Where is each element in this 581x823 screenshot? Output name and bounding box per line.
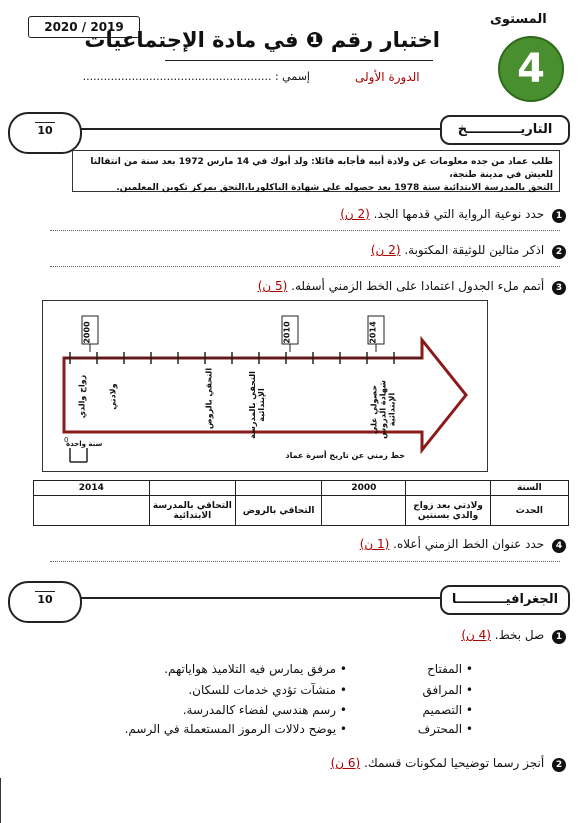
geography-score-box (8, 581, 82, 623)
history-source-text (72, 150, 560, 192)
table-cell[interactable]: التحاقي بالمدرسة الابتدائية (149, 496, 235, 526)
year-2010: 2010 (282, 321, 292, 344)
geography-section-label: الجغرافيـــــــــــا (440, 585, 570, 615)
events-table (33, 480, 569, 526)
table-cell[interactable] (34, 496, 150, 526)
drawing-area[interactable] (0, 778, 581, 823)
q1-text: حدد نوعية الرواية التي قدمها الجد. (373, 207, 545, 221)
geo-q1-points: (4 ن) (461, 628, 491, 642)
event-header: الحدث (490, 496, 568, 526)
term-label: المفتاح (427, 662, 463, 676)
table-cell[interactable] (322, 496, 406, 526)
geography-q2 (331, 756, 566, 772)
table-row (34, 481, 569, 496)
q2-points: (2 ن) (370, 243, 401, 257)
q1-points: (2 ن) (340, 207, 370, 221)
event-certificate: حصولي على شهادة الدروس الإبتدائية (369, 380, 397, 439)
q3-text: أتمم ملء الجدول اعتمادا على الخط الزمني أسفله. (291, 279, 545, 293)
event-primary-school: التحقي بالمدرسة الإبتدائية (248, 371, 266, 439)
year-2000: 2000 (82, 321, 92, 344)
scale-zero: 0 (64, 436, 69, 444)
term-facilities[interactable]: • المرافق (422, 683, 473, 697)
year-2014: 2014 (368, 321, 378, 344)
source-line-2: التحق بالمدرسة الابتدائية سنة 1978 بعد حصوله على شهادة الباكلوريا،التحق بمركز تكوين المعلمين. (116, 183, 553, 193)
history-q2 (371, 243, 566, 259)
year-header: السنة (490, 481, 568, 496)
term-key[interactable]: • المفتاح (427, 662, 473, 676)
q1-number-icon: 1 (552, 209, 566, 223)
table-cell[interactable]: 2000 (322, 481, 406, 496)
table-cell[interactable] (406, 481, 490, 496)
geo-q2-number-icon: 2 (552, 758, 566, 772)
answer-line[interactable] (50, 266, 560, 267)
q4-points: (1 ن) (359, 537, 390, 551)
geography-score: 10 (35, 591, 55, 606)
school-year: 2020 / 2019 (28, 16, 140, 38)
geo-q2-text: أنجز رسما توضيحيا لمكونات قسمك. (364, 756, 545, 770)
q2-text: اذكر مثالين للوثيقة المكتوبة. (404, 243, 545, 257)
exam-title: اختبار رقم ❶ في مادة الإجتماعيات (84, 28, 440, 52)
q3-number-icon: 3 (552, 281, 566, 295)
history-q3 (258, 279, 566, 295)
table-row (34, 496, 569, 526)
history-rule (40, 128, 440, 130)
geography-q1 (461, 628, 566, 644)
table-cell[interactable]: ولادتي بعد زواج والدي بسنتين (406, 496, 490, 526)
event-kindergarten: التحقي بالروض (204, 367, 214, 430)
geography-rule (40, 597, 440, 599)
level-label: المستوى (490, 12, 547, 27)
definition-4[interactable]: • يوضح دلالات الرموز المستعملة في الرسم. (124, 722, 347, 736)
table-cell[interactable]: 2014 (34, 481, 150, 496)
history-score-box (8, 112, 82, 154)
q3-points: (5 ن) (257, 279, 288, 293)
definition-label: يوضح دلالات الرموز المستعملة في الرسم. (124, 722, 337, 736)
definition-label: مرفق يمارس فيه التلاميذ هواياتهم. (164, 662, 337, 676)
definition-2[interactable]: • منشآت تؤدي خدمات للسكان. (188, 683, 347, 697)
term-label: المرافق (422, 683, 463, 697)
history-section-label: التاريــــــــــــخ (440, 115, 570, 145)
event-marriage: زواج والدي (77, 374, 87, 419)
table-cell[interactable] (149, 481, 235, 496)
scale-label: سنة واحدة (66, 440, 103, 448)
q4-text: حدد عنوان الخط الزمني أعلاه. (393, 537, 545, 551)
timeline-caption: خط زمني عن تاريخ أسرة عماد (285, 451, 405, 460)
answer-line[interactable] (50, 561, 560, 562)
geo-q1-text: صل بخط. (494, 628, 545, 642)
definition-3[interactable]: • رسم هندسي لفضاء كالمدرسة. (182, 703, 347, 717)
source-line-1: طلب عماد من جده معلومات عن ولادة أبيه فأجابه قائلا: ولد أبوك في 14 مارس 1972 بعد سنة من انتقالنا للعيش في مدينة طنجة، (90, 157, 553, 180)
definition-1[interactable]: • مرفق يمارس فيه التلاميذ هواياتهم. (164, 662, 347, 676)
term-plan[interactable]: • التصميم (422, 703, 473, 717)
term-label: المحترف (417, 722, 463, 736)
history-q4 (360, 537, 566, 553)
history-q1 (340, 207, 566, 223)
event-birth: ولادتي (108, 383, 118, 410)
history-score: 10 (35, 122, 55, 137)
name-field[interactable]: إسمي : ...................................................... (82, 70, 310, 83)
level-badge: 4 (498, 36, 564, 102)
geo-q1-number-icon: 1 (552, 630, 566, 644)
term-workshop[interactable]: • المحترف (417, 722, 473, 736)
answer-line[interactable] (50, 230, 560, 231)
q4-number-icon: 4 (552, 539, 566, 553)
term-label: التصميم (422, 703, 463, 717)
session-label: الدورة الأولى (355, 70, 420, 84)
definition-label: منشآت تؤدي خدمات للسكان. (188, 683, 337, 697)
title-underline (165, 60, 433, 61)
geo-q2-points: (6 ن) (330, 756, 361, 770)
q2-number-icon: 2 (552, 245, 566, 259)
table-cell[interactable]: التحاقي بالروض (236, 496, 322, 526)
table-cell[interactable] (236, 481, 322, 496)
definition-label: رسم هندسي لفضاء كالمدرسة. (182, 703, 337, 717)
